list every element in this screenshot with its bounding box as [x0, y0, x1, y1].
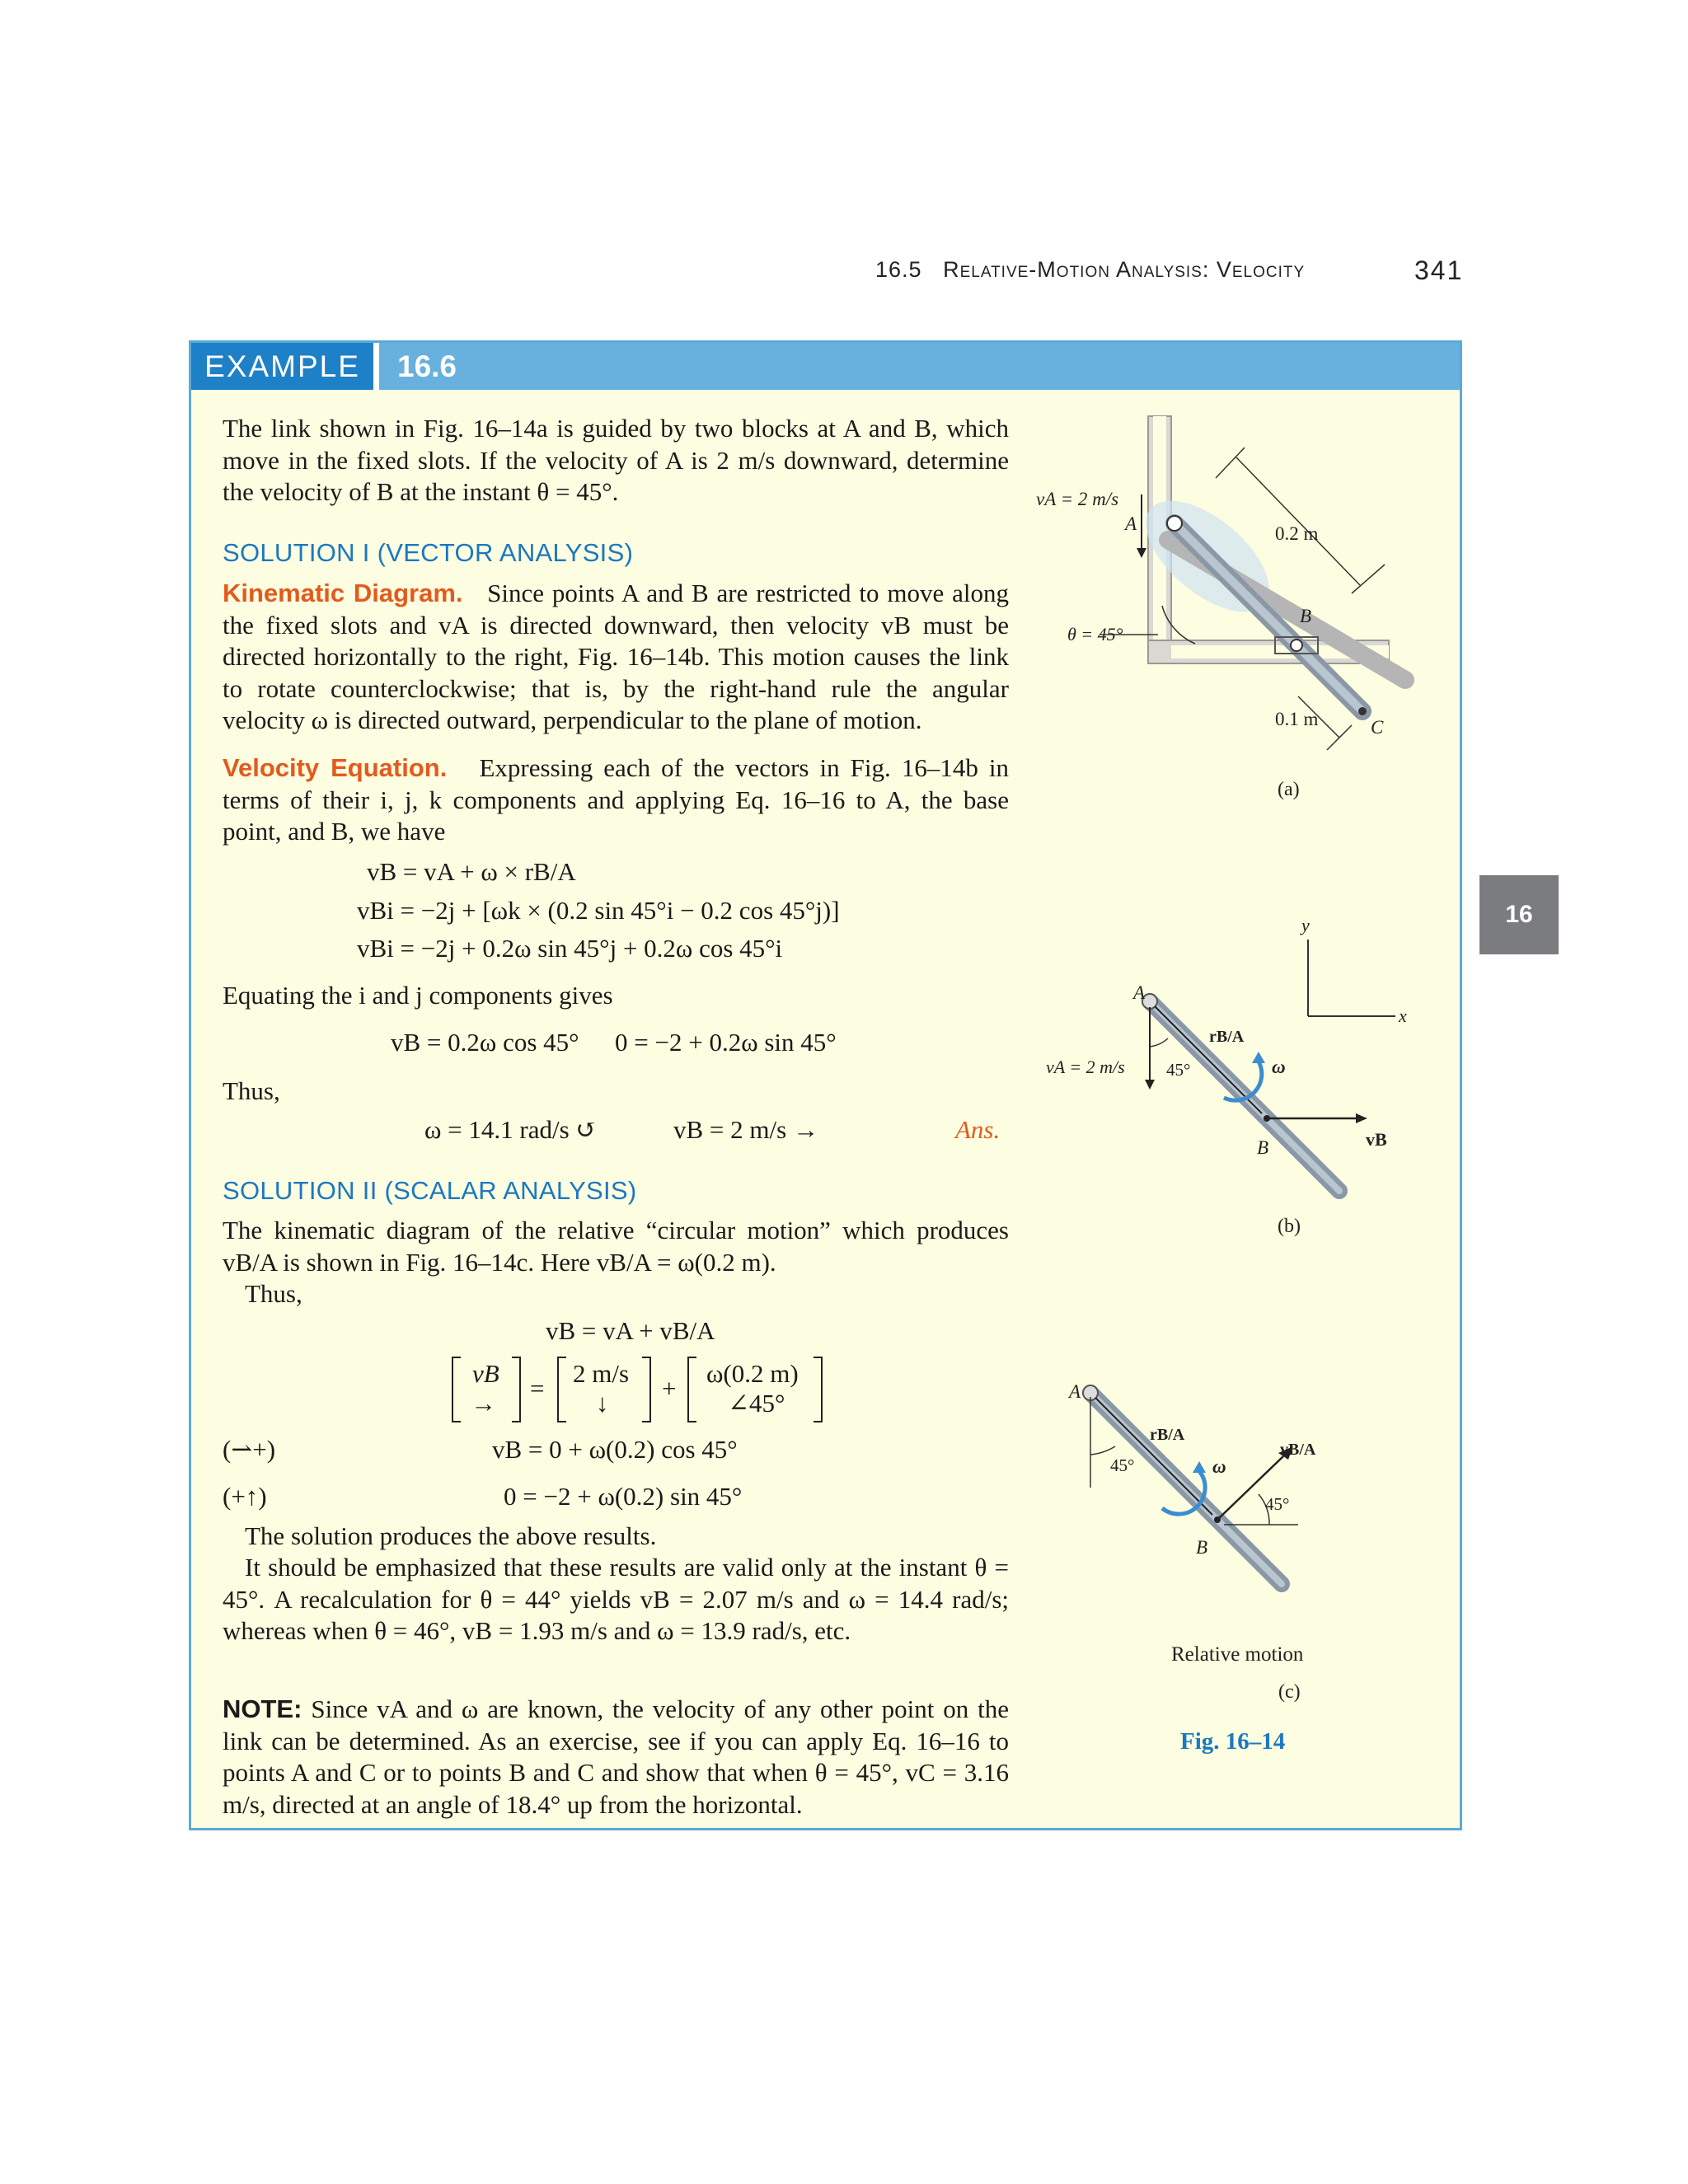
example-number: 16.6	[397, 349, 457, 383]
fig-b-axis-y: y	[1301, 915, 1310, 935]
answer-label: Ans.	[955, 1115, 1001, 1144]
equation-1: vB = vA + ω × rB/A	[367, 857, 576, 886]
fig-b-point-a: A	[1133, 982, 1146, 1003]
section-number: 16.5	[875, 257, 922, 282]
kinematic-title: Kinematic Diagram.	[223, 579, 463, 607]
fig-b-vb: vB	[1366, 1129, 1387, 1150]
note-title: NOTE:	[223, 1694, 302, 1723]
y-direction-equation: 0 = −2 + ω(0.2) sin 45°	[504, 1482, 743, 1511]
fig-a-va-label: vA = 2 m/s	[1036, 489, 1119, 509]
fig-a-theta: θ = 45°	[1067, 624, 1123, 644]
header-separator	[373, 343, 379, 390]
matrix-c-top: ω(0.2 m)	[706, 1359, 799, 1388]
produces-text: The solution produces the above results.	[245, 1521, 657, 1550]
figure-c	[1026, 1364, 1455, 1727]
fig-a-dim-bc: 0.1 m	[1275, 709, 1319, 729]
equation-3: vBi = −2j + 0.2ω sin 45°j + 0.2ω cos 45°i	[357, 934, 783, 963]
scalar-text: The kinematic diagram of the relative “circular motion” which produces vB/A is shown in Fig. 16–14c. Here vB/A = ω(0.2 m).	[223, 1216, 1009, 1277]
figure-b-drawing	[1026, 915, 1455, 1244]
matrix-eq-sign: =	[530, 1374, 545, 1403]
fig-c-relative-motion: Relative motion	[1171, 1643, 1304, 1666]
fig-b-caption: (b)	[1278, 1216, 1301, 1237]
figure-c-drawing	[1026, 1364, 1455, 1727]
fig-b-angle: 45°	[1166, 1060, 1191, 1080]
figure-caption: Fig. 16–14	[1180, 1728, 1286, 1755]
thus-1: Thus,	[223, 1076, 280, 1105]
velocity-title: Velocity Equation.	[223, 753, 448, 782]
matrix-c-bottom: ∠45°	[728, 1389, 785, 1418]
figure-b	[1026, 915, 1455, 1244]
fig-b-point-b: B	[1257, 1137, 1269, 1158]
example-label: EXAMPLE	[191, 343, 373, 390]
kinematic-paragraph	[223, 578, 1009, 737]
problem-text: The link shown in Fig. 16–14a is guided by two blocks at A and B, which move in the fixed slots. If the velocity of A is 2 m/s downward, determine the velocity of B at the instant θ = 45°.	[223, 414, 1009, 506]
kinematic-text: Since points A and B are restricted to move along the fixed slots and vA is directed downward, then velocity vB must be directed horizontally to the right, Fig. 16–14b. This motion causes the link to rotate counterclockwise; that is, by the right-hand rule the angular velocity ω is directed outward, perpendicular to the plane of motion.	[223, 579, 1009, 734]
y-direction-label: (+↑)	[223, 1482, 267, 1511]
fig-c-caption: (c)	[1278, 1681, 1301, 1703]
equating-text: Equating the i and j components gives	[223, 981, 613, 1010]
fig-b-axis-x: x	[1399, 1005, 1407, 1026]
x-direction-label: (⇀+)	[223, 1435, 276, 1464]
note-paragraph	[223, 1694, 1009, 1821]
fig-a-caption: (a)	[1278, 779, 1300, 800]
solution2-heading: SOLUTION II (SCALAR ANALYSIS)	[223, 1176, 637, 1205]
fig-a-point-a: A	[1125, 513, 1137, 534]
fig-a-point-c: C	[1371, 717, 1384, 738]
fig-b-omega: ω	[1272, 1057, 1286, 1077]
thus-2: Thus,	[245, 1279, 302, 1308]
equation-5: vB = vA + vB/A	[546, 1316, 715, 1345]
fig-c-point-b: B	[1196, 1537, 1208, 1558]
note-text: Since vA and ω are known, the velocity of any other point on the link can be determined. As an exercise, see if you can apply Eq. 16–16 to points A and C or to points B and C and show that when θ = 45°, vC = 3.16 m/s, directed at an angle of 18.4° up from the horizontal.	[223, 1694, 1010, 1819]
section-title: Relative-Motion Analysis: Velocity	[943, 257, 1306, 282]
figure-a	[1026, 408, 1455, 820]
fig-c-vba: vB/A	[1280, 1441, 1316, 1459]
fig-b-rba: rB/A	[1209, 1028, 1245, 1046]
velocity-text: Expressing each of the vectors in Fig. 16–14b in terms of their i, j, k components and applying Eq. 16–16 to A, the base point, and B, we have	[223, 753, 1010, 846]
fig-a-dim-ab: 0.2 m	[1275, 523, 1319, 544]
matrix-a-bottom: →	[471, 1389, 496, 1418]
matrix-b-top: 2 m/s	[573, 1359, 630, 1388]
fig-a-point-b: B	[1300, 606, 1312, 626]
result-omega: ω = 14.1 rad/s ↺	[424, 1115, 598, 1144]
fig-c-omega: ω	[1212, 1456, 1226, 1477]
chapter-tab: 16	[1479, 875, 1559, 954]
matrix-equation	[449, 1356, 828, 1423]
matrix-plus-sign: +	[662, 1374, 677, 1403]
figure-a-drawing	[1026, 408, 1455, 820]
velocity-paragraph	[223, 752, 1009, 848]
equation-4b: 0 = −2 + 0.2ω sin 45°	[615, 1028, 837, 1057]
fig-c-rba: rB/A	[1150, 1426, 1185, 1444]
result-vb: vB = 2 m/s →	[673, 1115, 818, 1144]
equation-2: vBi = −2j + [ωk × (0.2 sin 45°i − 0.2 cos 45°j)]	[357, 896, 840, 925]
fig-b-va-label: vA = 2 m/s	[1046, 1057, 1125, 1077]
fig-c-angle-1: 45°	[1110, 1455, 1135, 1475]
running-header	[875, 257, 1305, 283]
example-header	[191, 343, 1460, 390]
equation-4a: vB = 0.2ω cos 45°	[391, 1028, 579, 1057]
fig-c-point-a: A	[1069, 1381, 1081, 1402]
solution1-heading: SOLUTION I (VECTOR ANALYSIS)	[223, 538, 634, 567]
fig-c-angle-2: 45°	[1265, 1494, 1290, 1514]
matrix-b-bottom: ↓	[596, 1389, 609, 1418]
x-direction-equation: vB = 0 + ω(0.2) cos 45°	[492, 1435, 738, 1464]
emphasis-text: It should be emphasized that these results are valid only at the instant θ = 45°. A recalculation for θ = 44° yields vB = 2.07 m/s and ω = 14.4 rad/s; whereas when θ = 46°, vB = 1.93 m/s and ω = 13.9 rad/s, etc.	[223, 1553, 1009, 1645]
page-number: 341	[1414, 255, 1464, 285]
matrix-a-top: vB	[472, 1359, 499, 1388]
